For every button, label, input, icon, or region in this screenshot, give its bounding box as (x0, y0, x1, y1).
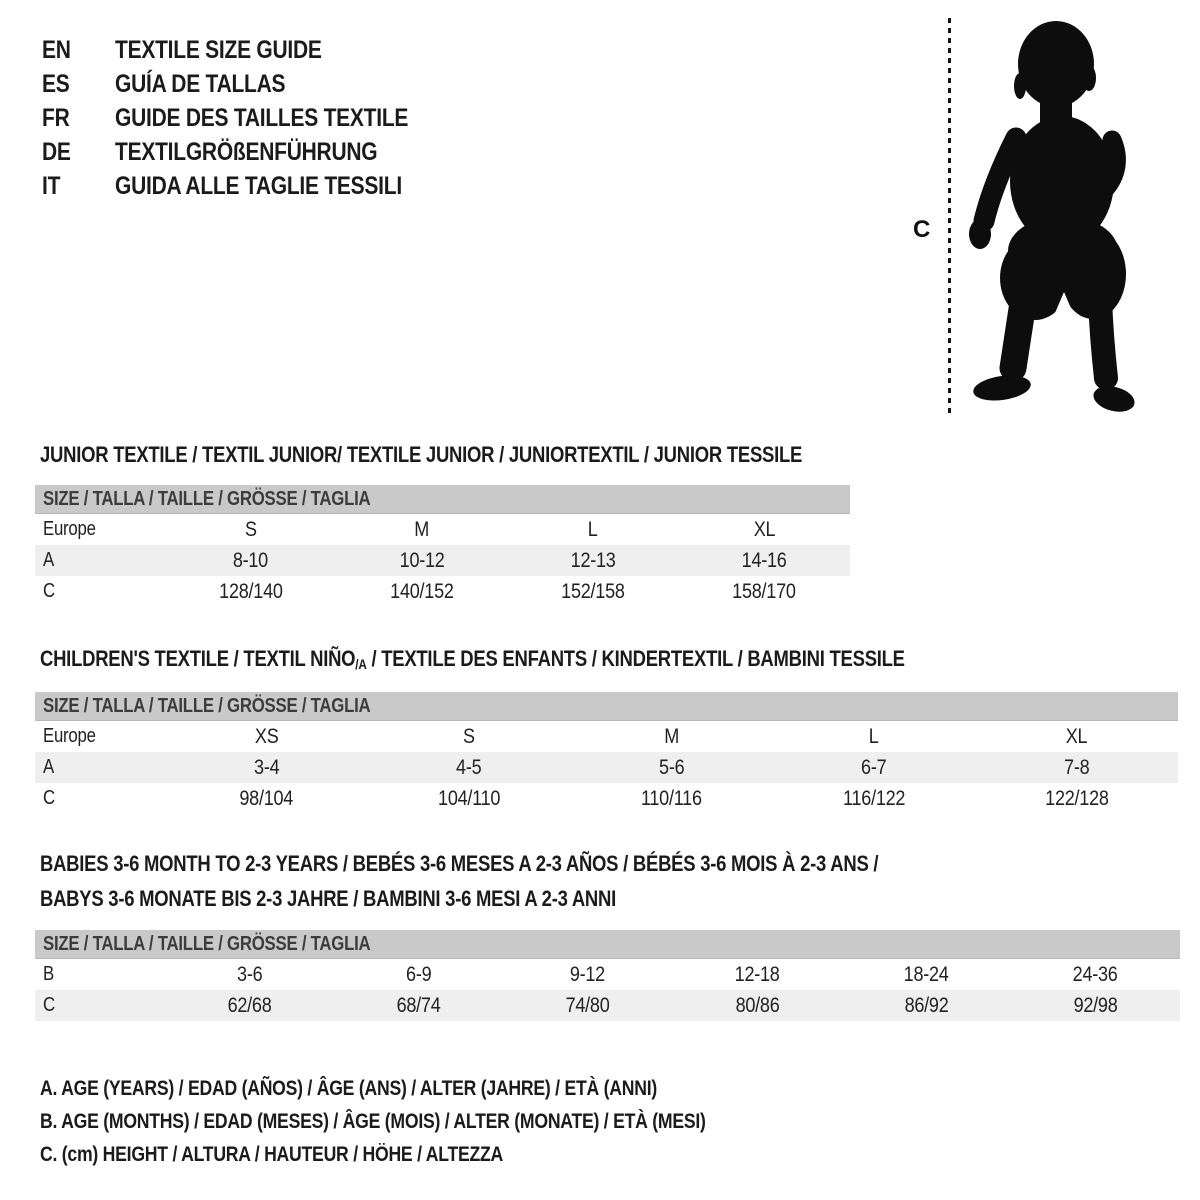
table-row-europe (35, 514, 850, 545)
table-row-height (35, 990, 1180, 1021)
size-cell: 9-12 (570, 962, 606, 986)
legend-line-c (40, 1138, 832, 1171)
table-row-height (35, 576, 850, 607)
junior-heading-text: JUNIOR TEXTILE / TEXTIL JUNIOR/ TEXTILE JUNIOR / JUNIORTEXTIL / JUNIOR TESSILE (40, 442, 803, 467)
size-cell: 152/158 (561, 579, 625, 603)
size-cell: 3-4 (253, 755, 279, 779)
legend-text: C. (cm) HEIGHT / ALTURA / HAUTEUR / HÖHE / ALTEZZA (40, 1142, 504, 1166)
legend-text: B. AGE (MONTHS) / EDAD (MESES) / ÂGE (MOIS) / ALTER (MONATE) / ETÀ (MESI) (40, 1109, 706, 1133)
language-code: ES (42, 69, 70, 98)
language-row-es (42, 67, 464, 101)
row-label: A (43, 549, 54, 571)
babies-heading-text: BABYS 3-6 MONATE BIS 2-3 JAHRE / BAMBINI 3-6 MESI A 2-3 ANNI (40, 886, 616, 911)
size-cell: 68/74 (396, 993, 441, 1017)
size-cell: 18-24 (903, 962, 949, 986)
babies-section-heading-line2 (40, 886, 726, 912)
size-cell: 6-9 (406, 962, 432, 986)
children-size-header-bar (35, 692, 1178, 721)
size-cell: 12-13 (570, 548, 616, 572)
size-cell: 24-36 (1072, 962, 1118, 986)
babies-size-table (35, 930, 1180, 1021)
language-title: GUIDE DES TAILLES TEXTILE (115, 103, 409, 132)
row-label: B (43, 963, 54, 985)
row-label: C (43, 994, 55, 1016)
table-row-height (35, 783, 1178, 814)
figure-height-label: C (913, 216, 931, 243)
language-code: DE (42, 137, 71, 166)
size-cell: 92/98 (1073, 993, 1118, 1017)
junior-section-heading (40, 442, 947, 468)
babies-size-header-bar (35, 930, 1180, 959)
size-cell: 140/152 (390, 579, 454, 603)
babies-section-heading-line1 (40, 851, 1038, 877)
language-row-en (42, 33, 464, 67)
size-cell: 80/86 (735, 993, 780, 1017)
height-measure-dashed-line (948, 18, 951, 418)
size-cell: M (414, 517, 430, 541)
children-size-table (35, 692, 1178, 814)
size-cell: L (588, 517, 599, 541)
language-code: FR (42, 103, 70, 132)
babies-heading-text: BABIES 3-6 MONTH TO 2-3 YEARS / BEBÉS 3-6 MESES A 2-3 AÑOS / BÉBÉS 3-6 MOIS À 2-3 ANS / (40, 851, 879, 876)
language-code: EN (42, 35, 71, 64)
measurement-legend (40, 1072, 832, 1171)
junior-size-header-bar (35, 485, 850, 514)
row-label: Europe (43, 518, 96, 540)
row-label: A (43, 756, 54, 778)
language-title-list (42, 33, 464, 203)
size-cell: 158/170 (732, 579, 797, 603)
table-row-europe (35, 721, 1178, 752)
size-header-text: SIZE / TALLA / TAILLE / GRÖSSE / TAGLIA (43, 487, 371, 510)
row-label: C (43, 787, 55, 809)
size-cell: 98/104 (239, 786, 294, 810)
size-cell: XL (1065, 724, 1088, 748)
language-title: GUIDA ALLE TAGLIE TESSILI (115, 171, 402, 200)
size-cell: 7-8 (1064, 755, 1090, 779)
size-cell: 12-18 (734, 962, 780, 986)
children-section-heading (40, 646, 1069, 672)
size-cell: XL (753, 517, 776, 541)
size-cell: L (869, 724, 879, 748)
size-cell: M (664, 724, 679, 748)
size-cell: XS (254, 724, 279, 748)
size-cell: 4-5 (456, 755, 482, 779)
size-cell: 116/122 (843, 786, 906, 810)
table-row-age-years (35, 752, 1178, 783)
language-row-de (42, 135, 464, 169)
size-header-text: SIZE / TALLA / TAILLE / GRÖSSE / TAGLIA (43, 932, 371, 955)
size-cell: 5-6 (658, 755, 685, 779)
legend-line-a (40, 1072, 832, 1105)
language-row-it (42, 169, 464, 203)
row-label: C (43, 580, 55, 602)
size-cell: 62/68 (227, 993, 272, 1017)
size-cell: 6-7 (861, 755, 887, 779)
language-title: GUÍA DE TALLAS (115, 69, 286, 98)
size-cell: S (244, 517, 257, 541)
toddler-silhouette-icon (960, 16, 1146, 420)
size-cell: 128/140 (218, 579, 283, 603)
size-cell: 122/128 (1044, 786, 1109, 810)
legend-line-b (40, 1105, 832, 1138)
size-header-text: SIZE / TALLA / TAILLE / GRÖSSE / TAGLIA (43, 694, 371, 717)
size-cell: 104/110 (437, 786, 500, 810)
row-label: Europe (43, 725, 96, 747)
size-cell: 86/92 (904, 993, 949, 1017)
size-cell: 8-10 (233, 548, 269, 572)
children-heading-text: CHILDREN'S TEXTILE / TEXTIL NIÑO/A / TEXTILE DES ENFANTS / KINDERTEXTIL / BAMBINI TESSILE (40, 646, 905, 672)
size-cell: 74/80 (565, 993, 610, 1017)
table-row-age-years (35, 545, 850, 576)
legend-text: A. AGE (YEARS) / EDAD (AÑOS) / ÂGE (ANS) / ALTER (JAHRE) / ETÀ (ANNI) (40, 1076, 658, 1100)
language-title: TEXTILGRÖßENFÜHRUNG (115, 137, 378, 166)
size-cell: 110/116 (641, 786, 702, 810)
size-cell: S (462, 724, 475, 748)
size-cell: 3-6 (236, 962, 263, 986)
table-row-age-months (35, 959, 1180, 990)
size-cell: 10-12 (399, 548, 445, 572)
size-cell: 14-16 (741, 548, 787, 572)
language-row-fr (42, 101, 464, 135)
language-title: TEXTILE SIZE GUIDE (115, 35, 322, 64)
language-code: IT (42, 171, 61, 200)
junior-size-table (35, 485, 850, 607)
